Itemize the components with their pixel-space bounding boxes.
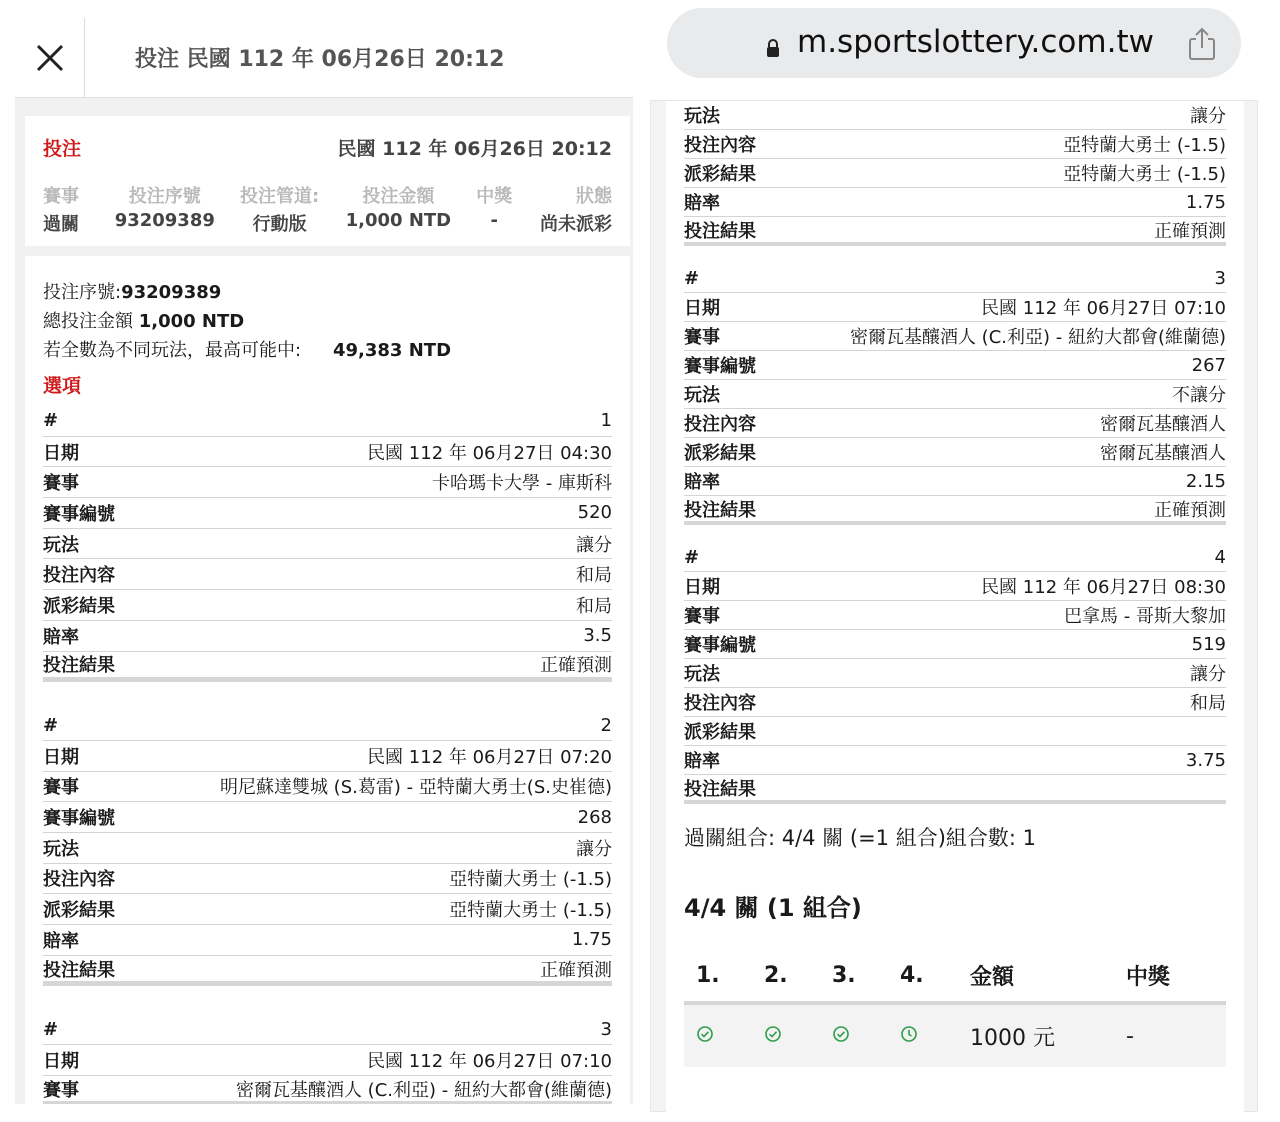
summary-col-event [43,182,109,236]
bet-header-bar [15,18,633,98]
combo-title: 4/4 關 (1 組合) [684,894,862,922]
row-value: 1.75 [571,929,612,951]
row-value: 民國 112 年 06月27日 04:30 [367,442,612,464]
leg-4-status [888,1024,956,1049]
summary-col-label: 中獎 [476,186,513,207]
selection-4 [684,543,1226,804]
combo-header-row [684,949,1226,1005]
row-value: 民國 112 年 06月27日 07:10 [367,1050,612,1072]
summary-col-label: 投注序號 [128,186,201,207]
row-content [684,688,1226,717]
row-value: 巴拿馬 - 哥斯大黎加 [1064,606,1226,627]
row-label: # [43,1018,59,1040]
row-label: 玩法 [43,838,79,860]
row-odds [684,467,1226,496]
row-value: 密爾瓦基釀酒人 (C.利亞) - 紐約大都會(維蘭德) [235,1079,612,1101]
row-play [684,380,1226,409]
combo-data-row [684,1005,1226,1067]
row-event-no [684,630,1226,659]
row-label: 賽事 [43,473,79,495]
summary-grid [43,182,612,236]
row-event-no [684,351,1226,380]
row-content [684,409,1226,438]
row-value: 密爾瓦基釀酒人 [1100,414,1226,435]
summary-col-label: 狀態 [576,186,613,207]
row-label: 投注內容 [43,869,115,891]
check-circle-icon [832,1025,850,1043]
summary-col-serial [109,182,221,236]
row-event [43,1076,612,1104]
right-selection-list [684,264,1226,804]
total-label: 總投注金額 [43,311,133,332]
row-label: 投注內容 [684,414,756,435]
row-event [684,322,1226,351]
summary-col-channel [221,182,339,236]
row-label: 賠率 [43,626,79,648]
row-value: 1.75 [1185,191,1226,213]
row-result [43,590,612,621]
row-label: 賠率 [43,930,79,952]
summary-title: 投注 [43,137,82,160]
address-bar[interactable] [667,8,1241,78]
row-num [684,264,1226,293]
row-label: 投注內容 [684,693,756,714]
row-label: 賽事 [43,1079,79,1101]
row-label: 派彩結果 [684,443,756,464]
row-value: 2 [600,714,612,736]
row-result [684,438,1226,467]
serial-line [43,278,612,307]
row-value: 268 [577,806,612,828]
row-label: 派彩結果 [684,164,756,185]
combo-header-cell: 1. [696,962,720,988]
selection-2-tail [684,101,1226,246]
max-payout-value: 49,383 NTD [333,340,452,361]
row-play [684,101,1226,130]
row-date [43,1045,612,1076]
row-odds [43,621,612,652]
row-value: 密爾瓦基釀酒人 [1100,443,1226,464]
share-icon[interactable] [1185,26,1219,62]
row-label: 投注內容 [43,565,115,587]
row-label: 投注結果 [684,778,756,800]
row-value: 讓分 [1190,106,1226,127]
row-label: # [684,267,700,289]
row-date [43,437,612,468]
row-label: 賽事 [43,777,79,799]
bet-summary-card [25,116,630,246]
leg-1-status [684,1024,752,1049]
row-label: 賽事編號 [43,808,115,830]
row-label: # [684,546,700,568]
row-date [43,741,612,772]
summary-col-win [458,182,530,236]
summary-col-label: 投注管道: [239,186,320,207]
header-title: 投注 民國 112 年 06月26日 20:12 [135,47,505,72]
summary-col-value: - [490,210,498,231]
row-value: 讓分 [576,838,612,860]
summary-col-value: 1,000 NTD [345,210,452,231]
row-value: 3 [600,1018,612,1040]
row-value: 和局 [1190,693,1226,714]
row-value: 亞特蘭大勇士 (-1.5) [449,900,612,922]
row-value: 亞特蘭大勇士 (-1.5) [449,869,612,891]
row-value: 520 [577,502,612,524]
row-num [684,543,1226,572]
row-value: 3.5 [583,625,612,647]
selection-3 [684,264,1226,525]
row-value: 正確預測 [1154,499,1226,521]
row-label: 日期 [43,442,79,464]
row-value: 正確預測 [1154,220,1226,242]
row-label: 玩法 [684,106,720,127]
row-result [684,717,1226,746]
row-content [43,864,612,895]
max-payout-label: 若全數為不同玩法，最高可能中: [43,340,302,361]
row-value: 不讓分 [1172,385,1226,406]
row-label: 賠率 [684,193,720,214]
row-value: 和局 [576,595,612,617]
row-value: 1 [600,410,612,432]
combo-win: - [1126,1023,1134,1049]
bet-details-card [25,256,630,1104]
row-label: 投注結果 [43,959,115,981]
row-bet-result [684,217,1226,246]
row-event-no [43,498,612,529]
selection-1 [43,406,612,682]
row-label: 投注結果 [43,655,115,677]
row-value: 2.15 [1185,470,1226,492]
row-bet-result [43,956,612,987]
row-label: 賽事 [684,606,720,627]
options-title: 選項 [43,375,82,397]
summary-col-amount [338,182,458,236]
row-date [684,293,1226,322]
row-result [43,894,612,925]
row-label: 派彩結果 [43,900,115,922]
check-circle-icon [696,1025,714,1043]
row-bet-result [43,652,612,683]
summary-col-label: 投注金額 [362,186,435,207]
row-play [684,659,1226,688]
combo-header-cell: 3. [832,962,856,988]
row-label: # [43,410,59,432]
row-label: 投注結果 [684,220,756,242]
selection-2 [43,710,612,986]
row-play [43,529,612,560]
row-label: 派彩結果 [43,595,115,617]
row-value: 讓分 [576,534,612,556]
parlay-summary: 過關組合: 4/4 關 (=1 組合)組合數: 1 [684,826,1037,850]
row-label: 日期 [684,577,720,598]
row-value: 正確預測 [540,655,612,677]
row-result [684,159,1226,188]
row-num [43,710,612,741]
row-odds [684,188,1226,217]
row-date [684,572,1226,601]
right-scroll-content [666,101,1244,1113]
summary-col-value: 過關 [43,214,79,235]
right-content [650,100,1258,1112]
row-value: 4 [1214,546,1226,568]
row-event-no [43,802,612,833]
lock-icon [765,38,781,58]
row-value: 正確預測 [540,959,612,981]
right-browser-panel [650,0,1260,1122]
row-event [684,601,1226,630]
serial-value: 93209389 [121,282,222,303]
row-label: 賠率 [684,751,720,772]
row-event [43,467,612,498]
combo-amount: 1000 元 [970,1025,1055,1051]
max-payout-line [43,336,612,365]
row-num [43,1014,612,1045]
summary-col-label: 賽事 [43,186,79,207]
summary-col-status [530,182,612,236]
row-odds [684,746,1226,775]
row-label: 日期 [43,746,79,768]
row-value: 267 [1191,354,1226,376]
selection-3 [43,1014,612,1104]
serial-label: 投注序號: [43,282,122,303]
row-value: 亞特蘭大勇士 (-1.5) [1063,164,1226,185]
summary-col-value: 尚未派彩 [540,214,613,235]
row-value: 民國 112 年 06月27日 07:20 [367,746,612,768]
left-bet-detail-panel [15,18,633,1104]
left-selection-list [43,406,612,1104]
row-content [43,559,612,590]
combo-header-cell: 4. [900,962,924,988]
row-bet-result [684,496,1226,525]
combo-header-cell: 2. [764,962,788,988]
total-line [43,307,612,336]
row-label: 派彩結果 [684,722,756,743]
row-label: 投注內容 [684,135,756,156]
row-value: 卡哈瑪卡大學 - 庫斯科 [432,473,612,495]
row-value: 和局 [576,565,612,587]
row-event [43,772,612,803]
row-value: 519 [1191,633,1226,655]
check-circle-icon [764,1025,782,1043]
combo-header-cell: 中獎 [1126,964,1171,990]
summary-date: 民國 112 年 06月26日 20:12 [337,137,612,160]
row-odds [43,925,612,956]
row-bet-result [684,775,1226,804]
row-play [43,833,612,864]
row-value: 3 [1214,267,1226,289]
leg-2-status [752,1024,820,1049]
row-label: 賠率 [684,472,720,493]
row-label: 玩法 [43,534,79,556]
row-label: 玩法 [684,385,720,406]
summary-col-value: 93209389 [114,210,215,231]
row-label: 賽事編號 [684,635,756,656]
row-value: 民國 112 年 06月27日 07:10 [981,298,1226,319]
row-value: 3.75 [1185,749,1226,771]
row-label: 賽事編號 [43,503,115,525]
summary-col-value: 行動版 [252,214,307,235]
row-value: 讓分 [1190,664,1226,685]
leg-3-status [820,1024,888,1049]
url-text: m.sportslottery.com.tw [797,24,1154,60]
total-value: 1,000 NTD [138,311,245,332]
row-label: 賽事 [684,327,720,348]
clock-circle-icon [900,1025,918,1043]
row-value: 密爾瓦基釀酒人 (C.利亞) - 紐約大都會(維蘭德) [849,327,1226,348]
row-label: 賽事編號 [684,356,756,377]
row-num [43,406,612,437]
row-label: # [43,714,59,736]
combo-table [684,949,1226,1067]
row-label: 日期 [43,1050,79,1072]
close-button[interactable] [15,18,85,98]
close-icon [35,43,65,73]
row-label: 玩法 [684,664,720,685]
combo-header-cell: 金額 [970,964,1015,990]
row-value: 明尼蘇達雙城 (S.葛雷) - 亞特蘭大勇士(S.史崔德) [219,777,612,799]
row-content [684,130,1226,159]
row-value: 民國 112 年 06月27日 08:30 [981,577,1226,598]
row-label: 日期 [684,298,720,319]
row-value: 亞特蘭大勇士 (-1.5) [1063,135,1226,156]
row-label: 投注結果 [684,499,756,521]
